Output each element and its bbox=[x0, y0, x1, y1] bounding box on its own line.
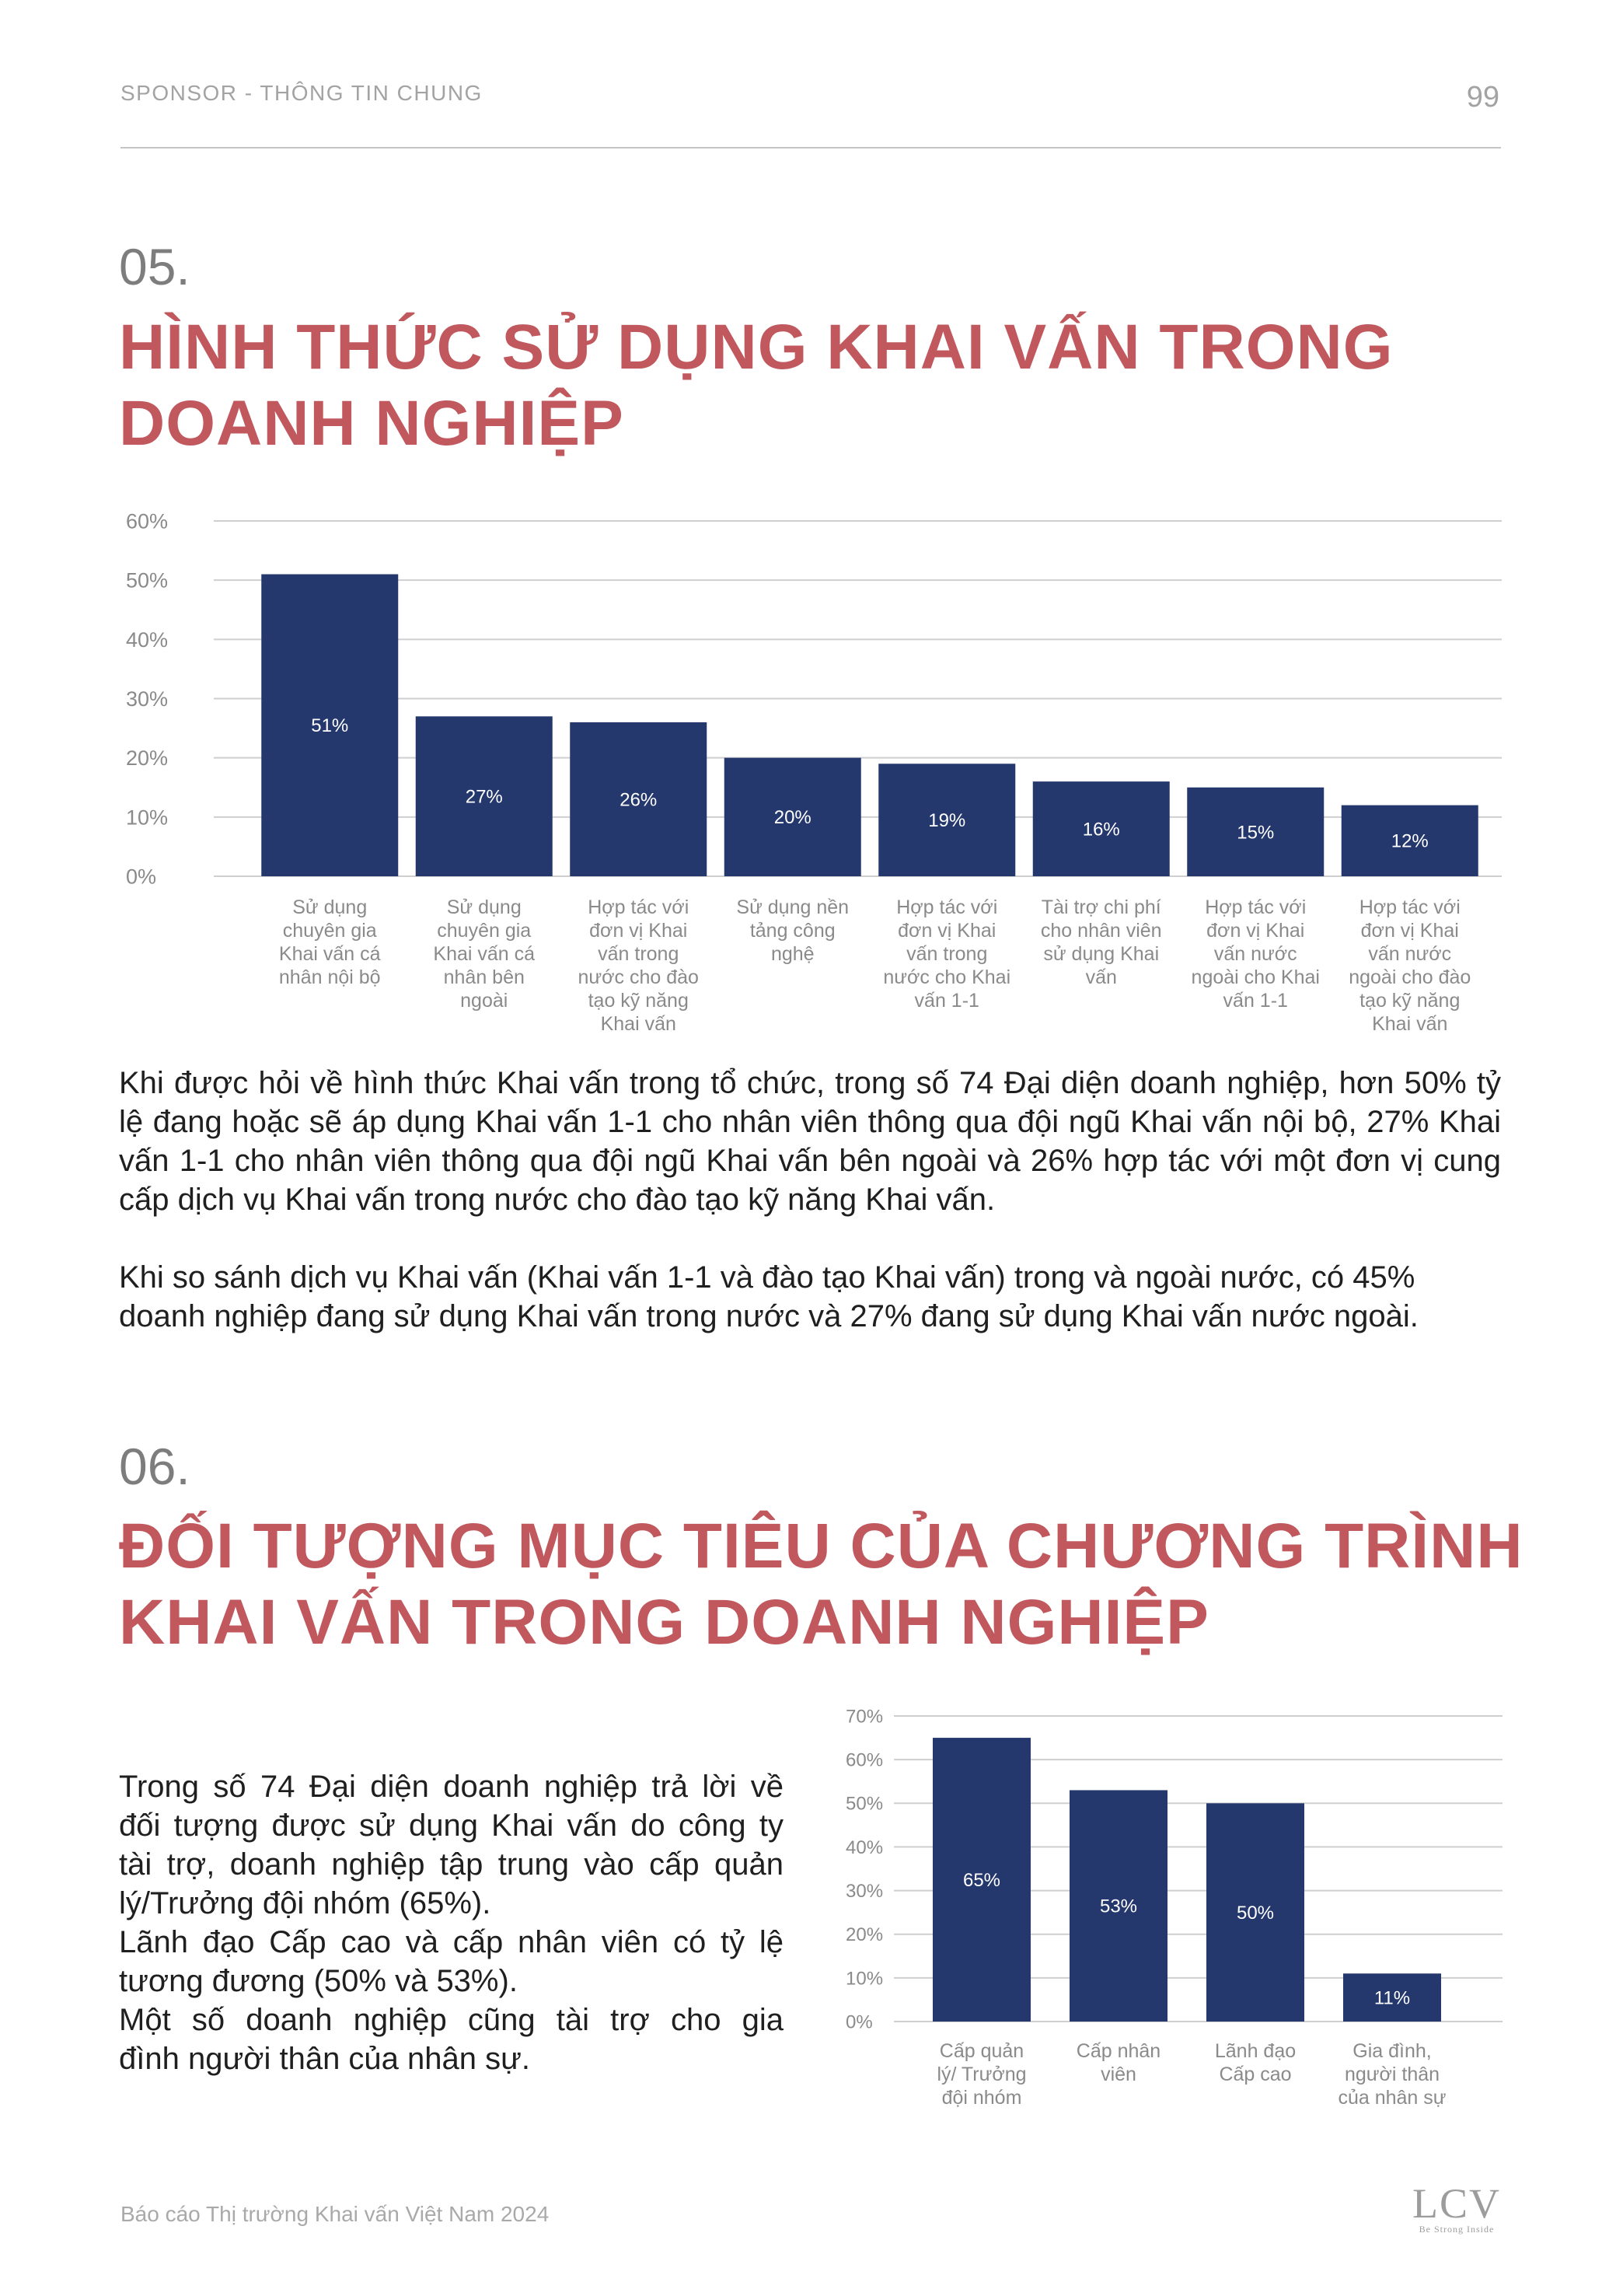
x-category-label-line: nhân nội bộ bbox=[278, 966, 381, 988]
x-category-label-line: vấn 1-1 bbox=[1223, 990, 1288, 1012]
bar-value-label: 16% bbox=[1082, 819, 1120, 840]
section-6-text-line: Một số doanh nghiệp cũng tài trợ cho gia bbox=[119, 2003, 784, 2037]
bar-value-label: 12% bbox=[1391, 830, 1429, 852]
x-category-label-line: lý/ Trưởng bbox=[937, 2064, 1027, 2085]
x-category-label bbox=[1192, 896, 1320, 1012]
section-5-number: 05. bbox=[119, 238, 190, 295]
x-category-label-line: Sử dụng bbox=[446, 896, 522, 918]
x-category-label-line: vấn bbox=[1085, 966, 1117, 988]
y-tick-label: 50% bbox=[846, 1793, 884, 1815]
x-category-label-line: người thân bbox=[1344, 2064, 1440, 2085]
footer-report-title: Báo cáo Thị trường Khai vấn Việt Nam 2024 bbox=[120, 2202, 550, 2226]
y-tick-label: 0% bbox=[126, 865, 157, 889]
y-tick-label: 20% bbox=[126, 746, 169, 771]
x-category-label-line: vấn 1-1 bbox=[914, 990, 979, 1012]
section-6-text-line: lý/Trưởng đội nhóm (65%). bbox=[119, 1886, 491, 1920]
x-category-label-line: Khai vấn bbox=[1372, 1013, 1448, 1035]
x-category-label bbox=[1215, 2040, 1296, 2085]
x-category-label-line: Gia đình, bbox=[1352, 2040, 1432, 2062]
x-category-label-line: đơn vị Khai bbox=[589, 920, 688, 942]
section-5-paragraph-1: Khi được hỏi về hình thức Khai vấn trong tổ chức, trong số 74 Đại diện doanh nghiệp, hơn 50% tỷ lệ đang hoặc sẽ áp dụng Khai vấn 1-1 cho nhân viên thông qua đội ngũ Khai vấn nội bộ, 27% Khai vấn 1-1 cho nhân viên thông qua đội ngũ Khai vấn bên ngoài và 26% hợp tác với một đơn vị cung cấp dịch vụ Khai vấn trong nước cho đào tạo kỹ năng Khai vấn. bbox=[119, 1066, 1501, 1217]
x-category-label bbox=[279, 896, 381, 988]
x-category-label-line: Cấp nhân bbox=[1076, 2040, 1161, 2062]
x-category-label-line: vấn nước bbox=[1368, 943, 1452, 965]
y-tick-label: 30% bbox=[846, 1880, 884, 1902]
section-6-title bbox=[119, 1508, 1524, 1661]
section-5-paragraph-2: Khi so sánh dịch vụ Khai vấn (Khai vấn 1-1 và đào tạo Khai vấn) trong và ngoài nước, có 45% doanh nghiệp đang sử dụng Khai vấn trong nước và 27% đang sử dụng Khai vấn nước ngoài. bbox=[119, 1260, 1419, 1333]
bar-value-label: 26% bbox=[620, 789, 658, 811]
x-category-label-line: nước cho Khai bbox=[883, 966, 1011, 988]
chart-coaching-forms bbox=[117, 498, 1508, 1042]
section-6-text-line: đối tượng được sử dụng Khai vấn do công ty bbox=[119, 1808, 784, 1843]
y-tick-label: 0% bbox=[846, 2011, 873, 2033]
x-category-label-line: Hợp tác với bbox=[588, 896, 689, 918]
x-category-label bbox=[1349, 896, 1471, 1035]
chart-target-audience bbox=[836, 1695, 1512, 2130]
section-6-title-line2: KHAI VẤN TRONG DOANH NGHIỆP bbox=[119, 1587, 1209, 1658]
section-6-text bbox=[119, 1767, 784, 2078]
logo-text: LCV bbox=[1412, 2180, 1501, 2227]
x-category-label bbox=[1041, 896, 1162, 988]
section-6-text-line: đình người thân của nhân sự. bbox=[119, 2042, 531, 2076]
x-category-label-line: của nhân sự bbox=[1338, 2087, 1447, 2109]
x-category-label-line: Sử dụng bbox=[292, 896, 368, 918]
section-6-text-line: tài trợ, doanh nghiệp tập trung vào cấp quản bbox=[119, 1847, 784, 1882]
x-category-label-line: Lãnh đạo bbox=[1214, 2040, 1297, 2062]
x-category-label-line: Cấp cao bbox=[1219, 2064, 1292, 2085]
x-category-label-line: nghệ bbox=[770, 943, 815, 965]
x-category-label-line: đơn vị Khai bbox=[1206, 920, 1305, 942]
x-category-label bbox=[883, 896, 1010, 1012]
section-6-title-line1: ĐỐI TƯỢNG MỤC TIÊU CỦA CHƯƠNG TRÌNH bbox=[119, 1511, 1524, 1581]
x-category-label-line: Hợp tác với bbox=[1359, 896, 1461, 918]
y-tick-label: 10% bbox=[846, 1968, 884, 1990]
x-category-label-line: đơn vị Khai bbox=[898, 920, 996, 942]
logo-tagline: Be Strong Inside bbox=[1419, 2224, 1495, 2235]
page-number: 99 bbox=[1466, 81, 1499, 114]
section-5-title-line1: HÌNH THỨC SỬ DỤNG KHAI VẤN TRONG bbox=[119, 312, 1394, 383]
y-tick-label: 60% bbox=[126, 509, 169, 533]
y-tick-label: 40% bbox=[126, 627, 169, 652]
x-category-label-line: cho nhân viên bbox=[1040, 920, 1162, 942]
bar-value-label: 20% bbox=[773, 807, 811, 829]
x-category-label-line: Tài trợ chi phí bbox=[1041, 896, 1161, 918]
x-category-label-line: Khai vấn cá bbox=[278, 943, 381, 965]
x-category-label bbox=[937, 2040, 1026, 2109]
bar-value-label: 50% bbox=[1236, 1903, 1275, 1924]
header-section-label: SPONSOR - THÔNG TIN CHUNG bbox=[120, 81, 483, 105]
x-category-label-line: chuyên gia bbox=[282, 920, 377, 942]
section-5-title-line2: DOANH NGHIỆP bbox=[119, 388, 624, 459]
x-category-label-line: Khai vấn cá bbox=[433, 943, 536, 965]
x-category-label-line: vấn trong bbox=[906, 943, 988, 965]
x-category-label bbox=[433, 896, 535, 1012]
y-tick-label: 70% bbox=[846, 1706, 884, 1728]
y-tick-label: 10% bbox=[126, 806, 169, 830]
section-6-number: 06. bbox=[119, 1438, 190, 1495]
x-category-label-line: tảng công bbox=[749, 920, 836, 942]
lcv-logo bbox=[1412, 2180, 1501, 2235]
bar-value-label: 19% bbox=[928, 810, 966, 832]
x-category-label-line: ngoài cho Khai bbox=[1191, 966, 1320, 988]
x-category-label bbox=[1077, 2040, 1161, 2085]
x-category-label-line: tạo kỹ năng bbox=[1359, 990, 1461, 1012]
x-category-label-line: ngoài cho đào bbox=[1349, 966, 1471, 988]
x-category-label bbox=[578, 896, 699, 1035]
x-category-label-line: vấn nước bbox=[1213, 943, 1297, 965]
x-category-label-line: nhân bên bbox=[443, 966, 525, 988]
x-category-label-line: tạo kỹ năng bbox=[588, 990, 689, 1012]
y-tick-label: 60% bbox=[846, 1749, 884, 1771]
bar-value-label: 53% bbox=[1099, 1896, 1138, 1917]
x-category-label-line: đội nhóm bbox=[941, 2087, 1022, 2109]
x-category-label-line: Hợp tác với bbox=[896, 896, 998, 918]
section-6-text-line: Lãnh đạo Cấp cao và cấp nhân viên có tỷ lệ bbox=[119, 1925, 784, 1959]
header-divider bbox=[120, 147, 1501, 149]
x-category-label-line: Sử dụng nền bbox=[736, 896, 850, 918]
y-tick-label: 40% bbox=[846, 1836, 884, 1858]
x-category-label bbox=[1338, 2040, 1446, 2109]
x-category-label-line: Khai vấn bbox=[600, 1013, 676, 1035]
x-category-label-line: Cấp quản bbox=[939, 2040, 1024, 2062]
x-category-label-line: Hợp tác với bbox=[1205, 896, 1307, 918]
x-category-label-line: vấn trong bbox=[598, 943, 679, 965]
x-category-label-line: ngoài bbox=[460, 990, 508, 1012]
bar-value-label: 15% bbox=[1237, 822, 1275, 844]
bar-value-label: 11% bbox=[1373, 1987, 1411, 2009]
x-category-label-line: nước cho đào bbox=[578, 966, 699, 988]
section-6-text-line: Trong số 74 Đại diện doanh nghiệp trả lời về bbox=[119, 1770, 784, 1804]
x-category-label bbox=[736, 896, 849, 965]
y-tick-label: 30% bbox=[126, 687, 169, 711]
x-category-label-line: chuyên gia bbox=[437, 920, 532, 942]
y-tick-label: 50% bbox=[126, 568, 169, 592]
section-6-text-line: tương đương (50% và 53%). bbox=[119, 1964, 518, 1998]
x-category-label-line: đơn vị Khai bbox=[1360, 920, 1459, 942]
x-category-label-line: viên bbox=[1101, 2064, 1136, 2085]
y-tick-label: 20% bbox=[846, 1924, 884, 1946]
bar-value-label: 27% bbox=[465, 786, 503, 808]
bar-value-label: 65% bbox=[962, 1869, 1001, 1891]
section-5-title bbox=[119, 309, 1394, 462]
bar-value-label: 51% bbox=[311, 715, 349, 737]
x-category-label-line: sử dụng Khai bbox=[1043, 943, 1160, 965]
